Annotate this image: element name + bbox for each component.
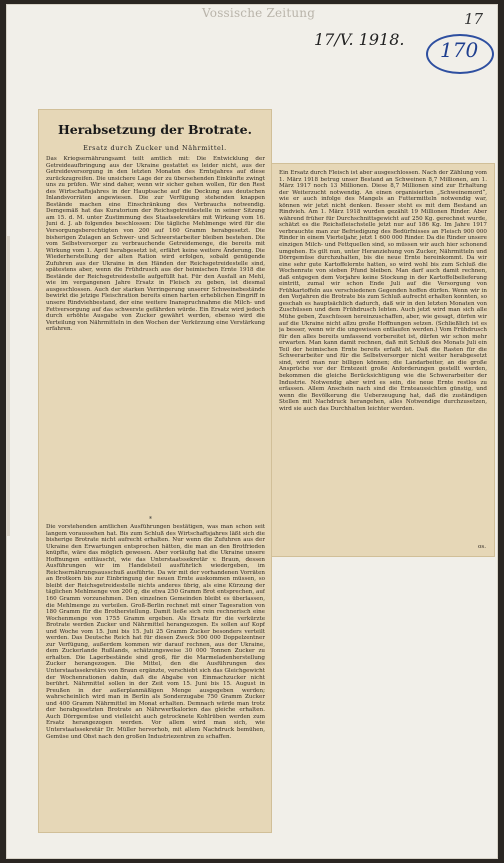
article-paragraph-3: Ein Ersatz durch Fleisch ist aber ausgeschlossen. Nach der Zählung vom 1. März 1918 betrug unser Bestand an Schweinen 8,7 Millionen, am 1. März 1917 noch 13 Millionen. Diese 8,7 Millionen sind zur Erhaltung der Weiterzucht notwendig. An einen organisierten „Schweinemord“, wie er auch infolge des Mangels an Futtermitteln notwendig war, können wir jetzt nicht denken. Besser steht es mit dem Bestand an Rindvieh. Am 1. März 1918 wurden gezählt 19 Millionen Rinder. Aber während früher für Durchschnittsgewicht auf 250 Kg. gerechnet wurde, schätzt es die Reichsfleischstelle jetzt nur auf 186 Kg. Im Jahre 1917 verbrauchte man zur Befriedigung des Bedürfnisses an Fleisch 900 000 Rinder in einem Vierteljahr, jetzt 1 600 000 Rinder. Da die Rinder unsere einzigen Milch- und Fettquellen sind, so müssen wir auch hier schonend umgehen. Es gilt nun, unter Heranziehung von Zucker, Nährmitteln und Dörrgemüse durchzuhalten, bis die neue Ernte hereinkommt. Da wir eine sehr gute Kartoffelernte hatten, so wird wohl bis zum Schluß die Wochenrate von sieben Pfund bleiben. Man darf auch damit rechnen, daß entgegen dem Vorjahre keine Stockung in der Kartoffelbelieferung eintritt, zumal wir schon Ende Juli auf die Versorgung von Frühkartoffeln aus verschiedenen Gegenden hoffen dürfen. Wenn wir in den Vorjahren die Brotrate bis zum Schluß aufrecht erhalten konnten, so geschah es hauptsächlich dadurch, daß wir in den letzten Monaten von Zuschüssen und dem Frühdrusch lebten. Auch jetzt wird man sich alle Mühe geben, Zuschüssen hereinzuschaffen, aber, wie gesagt, dürfen wir auf die Ukraine nicht allzu große Hoffnungen setzen. (Schließlich ist es ja besser, wenn wir die ungewissen entlaufen werden.) Vom Frühdrusch für den alles bereits umfassend vorbereitet ist, dürfen wir schon mehr erwarten. Man kann damit rechnen, daß mit Schluß des Monats Juli ein Teil der heimischen Ernte bereits erfaßt ist. Daß die Rasten für die Schwerarbeiter und für die Selbstversorger nicht weiter herabgesetzt sind, wird man nur billigen können; die Landarbeiter, an die große Ansprüche vor der Erntezeit große Anforderungen gestellt werden, bekommen die gleiche Berücksichtigung wie die Schwerarbeiter der Industrie. Notwendig aber wird es sein, die neue Ernte restlos zu erfassen. Allem Anschein nach sind die Ernteaussichten günstig, und wenn die Bevölkerung die Ueberzeugung hat, daß die zuständigen Stellen mit Nachdruck herangehen, alles Notwendige durchzusetzen, wird sie auch das Durchhalten leichter werden. bbox=[279, 170, 487, 412]
clipping-right-column bbox=[272, 164, 494, 556]
section-divider-star: * bbox=[149, 516, 152, 523]
handwritten-circled-number: 170 bbox=[440, 38, 479, 62]
article-paragraph-2: Die vorstehenden amtlichen Ausführungen bestätigen, was man schon seit langem voraussehen hat. Bis zum Schluß des Wirtschaftsjahres läßt sich die bisherige Brotrate nicht aufrecht erhalten. Nur wenn die Zufuhren aus der Ukraine den Erwartungen entsprochen hätten, die man an den Brotfrieden knüpfte, wäre das möglich gewesen. Aber vorläufig hat die Ukraine unsere Hoffnungen enttäuscht, wie das Unterstaatssekretär v. Braun, dessen Ausführungen wir im Handelsteil ausführlich wiedergeben, im Reichsernährungsausschuß ausführte. Da wir mit der vorhandenen Vorräten an Brotkorn bis zur Einbringung der neuen Ernte auskommen müssen, so bleibt der Reichsgetreidestelle nichts anderes übrig, als eine Kürzung der täglichen Mehlmenge von 200 g, die etwa 250 Gramm Brot entsprechen, auf 160 Gramm vorzunehmen. Den einzelnen Gemeinden bleibt es überlassen, die Mehlmenge zu verteilen. Groß-Berlin rechnet mit einer Tagesration von 180 Gramm für die Brotherstellung. Damit ließe sich rein rechnerisch eine Wochenmenge von 1755 Gramm ergeben. Als Ersatz für die verkürzte Brotrate werden Zucker und Nährmittel herangezogen. Es sollen auf Kopf und Woche vom 15. Juni bis 15. Juli 25 Gramm Zucker besonders verteilt werden. Das Deutsche Reich hat für diesen Zweck 500 000 Doppelzentner zur Verfügung, außerdem kommen wir darauf rechnen, aus der Ukraine, dem Zuckerlande Rußlands, schätzungsweise 30 000 Tonnen Zucker zu erhalten. Die Lagerbestände sind groß, für die Marmeladenherstellung Zucker herangezogen. Die Mittel, den die Ausführungen des Unterstaatssekretärs von Braun ergänzte, verschiebt sich das Gleichgewicht der Wochenrationen dahin, daß die Abgabe von Einmachzucker nicht berührt. Nährmittel sollen in der Zeit vom 15. Juni bis 15. August in Preußen in der außerplanmäßigen Menge ausgegeben werden; wahrscheinlich wird man in Berlin als Sonderzugabe 750 Gramm Zucker und 400 Gramm Nährmittel im Monat erhalten. Demnach würde man trotz der herabgesetzten Brotrate an Nährwertkalorien das gleiche erhalten. Auch Dörrgemüse und vielleicht auch getrocknete Kohlrüben werden zum Ersatz herangezogen werden. Vor allem wird man sich, wie Unterstaatssekretär Dr. Müller hervorhob, mit allem Nachdruck bemühen, Gemüse und Obst nach den großen Industriezentren zu schaffen. bbox=[46, 524, 265, 740]
article-subheadline: Ersatz durch Zucker und Nährmittel. bbox=[83, 144, 227, 152]
author-signature: os. bbox=[477, 544, 486, 550]
article-paragraph-1: Das Kriegsernährungsamt teilt amtlich mit: Die Entwicklung der Getreideaufbringung aus der Ukraine gestattet es leider nicht, aus der Getreideversorgung in den letzten Monaten des Erntejahres auf diese zurückzugreifen. Die unsichere Lage der zu übersehenden Einkünfte zwingt uns zu prüfen. Wir sind daher, wenn wir sicher gehen wollen, für den Rest des Wirtschaftsjahres in der Hauptsache auf die Deckung aus deutschen Inlandsvorräten angewiesen. Die zur Verfügung stehenden knappen Bestände machen eine Einschränkung des Verbrauchs notwendig. Demgemäß hat das Kuratorium der Reichsgetreidestelle in seiner Sitzung am 15. d. M. unter Zustimmung des Staatssekretärs mit Wirkung vom 16. Juni d. J. ab folgendes beschlossen: Die tägliche Mehlmenge wird für die Versorgungsberechtigten von 200 auf 160 Gramm herabgesetzt. Die bisherigen Zulagen an Schwer- und Schwerstarbeiter bleiben bestehen. Die vom Selbstversorger zu verbrauchende Getreidemenge, die bereits mit Wirkung vom 1. April herabgesetzt ist, erfährt keine weitere Änderung. Die Wiederherstellung der alten Ration wird erfolgen, sobald genügende Zufuhren aus der Ukraine in den Händen der Reichsgetreidestelle sind, spätestens aber, wenn die Frühdrusch aus der heimischen Ernte 1918 die Bestände der Reichsgetreidestelle aufgefüllt hat. Für den Ausfall an Mehl, wie im vergangenen Jahre Ersatz in Fleisch zu geben, ist diesmal ausgeschlossen. Auch der starken Verringerung unserer Schweinebestände bewirkt die jetzige Fleischration bereits einen harten erheblichen Eingriff in unsere Rindviehbestand, der eine weitere Inanspruchnahme die Milch- und Fettversorgung auf das schwerste gefährden würde. Ein Ersatz wird jedoch durch erhöhte Ausgabe von Zucker gewährt werden, ebenso wird die Verteilung von Nährmitteln in den Wochen der Verkürzung eine Verstärkung erfahren. bbox=[46, 156, 265, 333]
clipping-left-column bbox=[39, 110, 271, 832]
sheet-edge-shadow bbox=[6, 236, 10, 536]
handwritten-corner-number: 17 bbox=[464, 10, 484, 28]
article-headline: Herabsetzung der Brotrate. bbox=[58, 122, 252, 137]
handwritten-date: 17/V. 1918. bbox=[314, 30, 405, 49]
archive-sheet bbox=[6, 4, 498, 859]
newspaper-masthead: Vossische Zeitung bbox=[202, 6, 316, 20]
